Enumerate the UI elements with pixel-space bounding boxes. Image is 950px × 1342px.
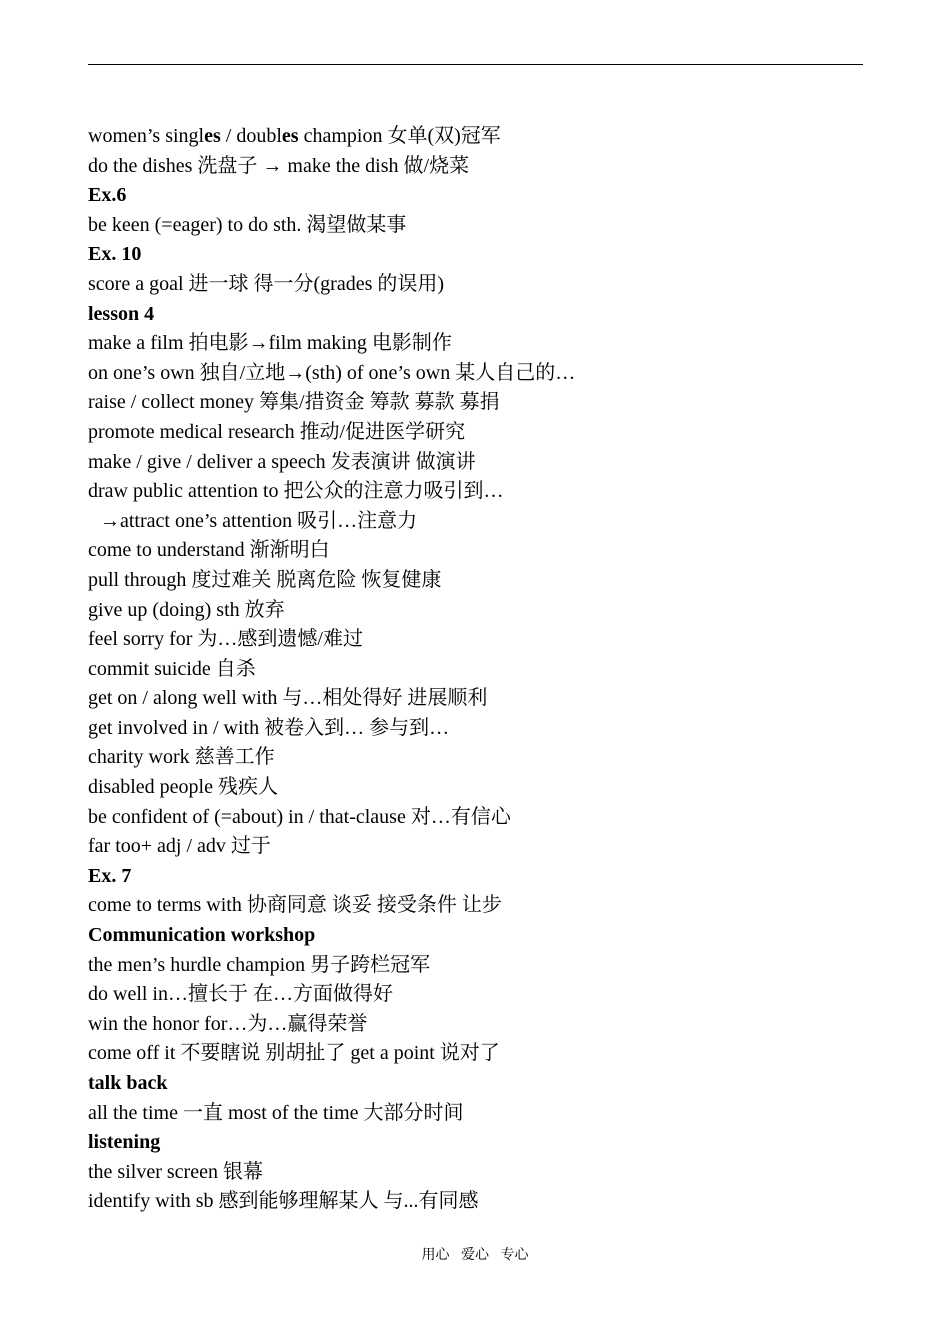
vocab-entry: far too+ adj / adv 过于 bbox=[88, 835, 271, 858]
section-heading: Ex. 7 bbox=[88, 864, 132, 887]
section-heading: lesson 4 bbox=[88, 302, 155, 325]
vocab-entry: get involved in / with 被卷入到… 参与到… bbox=[88, 716, 450, 739]
vocab-entry: commit suicide 自杀 bbox=[88, 657, 256, 680]
section-heading: Ex. 10 bbox=[88, 243, 142, 266]
vocab-entry: come off it 不要瞎说 别胡扯了 get a point 说对了 bbox=[88, 1042, 500, 1065]
vocabulary-list bbox=[88, 122, 868, 1217]
section-heading: listening bbox=[88, 1131, 161, 1154]
vocab-entry: win the honor for…为…赢得荣誉 bbox=[88, 1012, 368, 1035]
page-footer: 用心 爱心 专心 bbox=[421, 1248, 529, 1263]
vocab-entry: all the time 一直 most of the time 大部分时间 bbox=[88, 1101, 464, 1124]
vocab-entry: charity work 慈善工作 bbox=[88, 746, 275, 769]
vocab-entry: draw public attention to 把公众的注意力吸引到… bbox=[88, 480, 504, 503]
vocab-entry: disabled people 残疾人 bbox=[88, 776, 278, 799]
vocab-entry: come to understand 渐渐明白 bbox=[88, 539, 330, 562]
vocab-entry: make / give / deliver a speech 发表演讲 做演讲 bbox=[88, 450, 476, 473]
vocab-entry: be keen (=eager) to do sth. 渴望做某事 bbox=[88, 213, 407, 236]
vocab-entry: make a film 拍电影→film making 电影制作 bbox=[88, 332, 452, 355]
vocab-entry: score a goal 进一球 得一分(grades 的误用) bbox=[88, 272, 445, 295]
vocab-entry: identify with sb 感到能够理解某人 与...有同感 bbox=[88, 1190, 479, 1213]
vocab-entry: feel sorry for 为…感到遗憾/难过 bbox=[88, 628, 363, 651]
vocab-entry: promote medical research 推动/促进医学研究 bbox=[88, 420, 466, 443]
vocab-entry: pull through 度过难关 脱离危险 恢复健康 bbox=[88, 568, 442, 591]
vocab-entry: do the dishes 洗盘子 → make the dish 做/烧菜 bbox=[88, 154, 470, 177]
header-rule bbox=[88, 64, 863, 65]
vocab-entry: give up (doing) sth 放弃 bbox=[88, 598, 285, 621]
section-heading: Ex.6 bbox=[88, 184, 127, 207]
vocab-entry: come to terms with 协商同意 谈妥 接受条件 让步 bbox=[88, 894, 502, 917]
section-heading: talk back bbox=[88, 1072, 168, 1094]
vocab-entry: on one’s own 独自/立地→(sth) of one’s own 某人自己的… bbox=[88, 361, 576, 384]
vocab-entry: →attract one’s attention 吸引…注意力 bbox=[100, 509, 418, 532]
vocab-entry: do well in…擅长于 在…方面做得好 bbox=[88, 983, 393, 1006]
vocab-entry: the men’s hurdle champion 男子跨栏冠军 bbox=[88, 953, 431, 976]
vocab-entry: the silver screen 银幕 bbox=[88, 1160, 263, 1183]
vocab-entry: women’s singles / doubles champion 女单(双)冠军 bbox=[88, 125, 501, 147]
vocab-entry: raise / collect money 筹集/措资金 筹款 募款 募捐 bbox=[88, 391, 500, 414]
vocab-entry: get on / along well with 与…相处得好 进展顺利 bbox=[88, 687, 488, 710]
vocab-entry: be confident of (=about) in / that-clause 对…有信心 bbox=[88, 805, 511, 828]
section-heading: Communication workshop bbox=[88, 924, 316, 947]
